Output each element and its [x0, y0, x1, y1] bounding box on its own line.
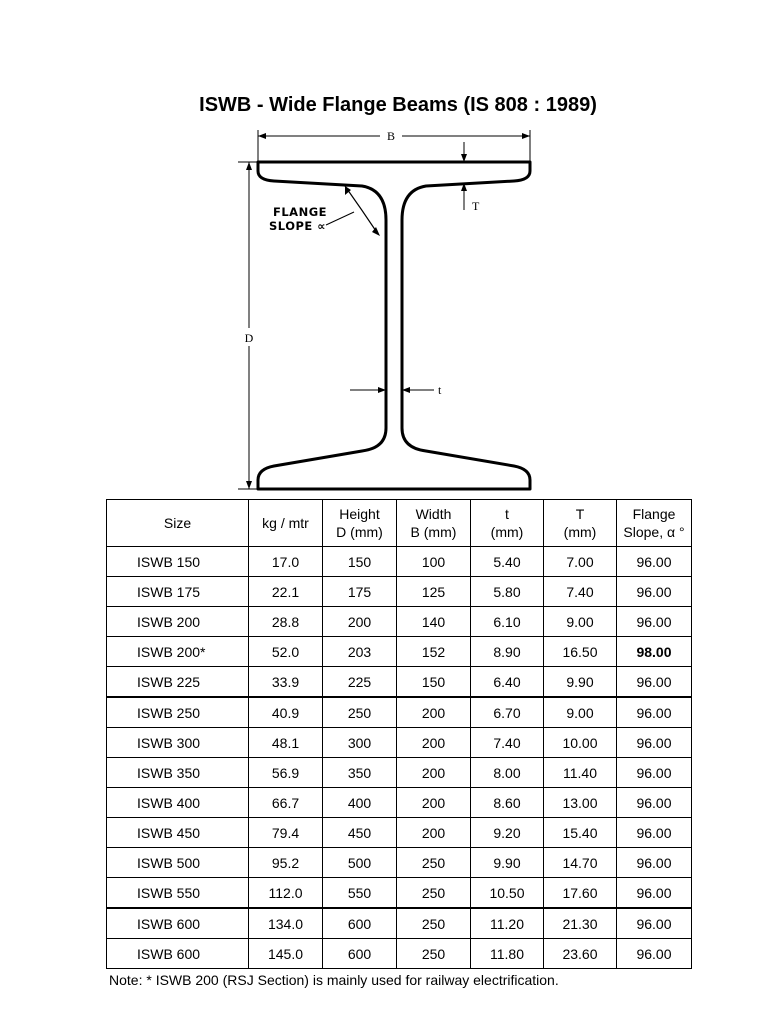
cell-flange-slope: 96.00 — [617, 547, 692, 577]
table-row — [107, 547, 692, 577]
cell-width: 200 — [397, 728, 471, 758]
table-header-row — [107, 500, 692, 547]
d-arrow-bottom — [246, 481, 252, 489]
label-web-thickness: t — [438, 383, 442, 397]
cell-weight: 17.0 — [249, 547, 323, 577]
iswb-properties-table — [106, 499, 692, 969]
cell-flange-slope: 96.00 — [617, 577, 692, 607]
cell-size: ISWB 600 — [107, 908, 249, 939]
cell-width: 152 — [397, 637, 471, 667]
table-row — [107, 848, 692, 878]
header-flange-slope: Flange Slope, α ° — [617, 500, 692, 547]
cell-flange-thickness: 21.30 — [544, 908, 617, 939]
cell-size: ISWB 450 — [107, 818, 249, 848]
cell-width: 200 — [397, 758, 471, 788]
label-flange-slope-line2: SLOPE ∝ — [269, 219, 326, 233]
cell-weight: 52.0 — [249, 637, 323, 667]
label-flange-slope-line1: FLANGE — [273, 205, 328, 219]
cell-size: ISWB 350 — [107, 758, 249, 788]
header-weight: kg / mtr — [249, 500, 323, 547]
b-arrow-right — [522, 133, 530, 139]
cell-web-thickness: 9.20 — [471, 818, 544, 848]
cell-web-thickness: 6.10 — [471, 607, 544, 637]
cell-flange-thickness: 13.00 — [544, 788, 617, 818]
cell-weight: 48.1 — [249, 728, 323, 758]
cell-width: 150 — [397, 667, 471, 698]
cell-flange-slope: 96.00 — [617, 848, 692, 878]
page-title: ISWB - Wide Flange Beams (IS 808 : 1989) — [199, 94, 597, 116]
table-row — [107, 939, 692, 969]
cell-height: 300 — [323, 728, 397, 758]
flange-slope-leader — [326, 212, 354, 225]
cell-width: 200 — [397, 788, 471, 818]
table-row — [107, 878, 692, 909]
cell-flange-thickness: 9.90 — [544, 667, 617, 698]
cell-flange-slope: 96.00 — [617, 667, 692, 698]
table-row — [107, 607, 692, 637]
header-width: Width B (mm) — [397, 500, 471, 547]
cell-size: ISWB 225 — [107, 667, 249, 698]
cell-weight: 33.9 — [249, 667, 323, 698]
cell-flange-slope: 96.00 — [617, 697, 692, 728]
flange-slope-arc — [345, 186, 378, 234]
cell-flange-thickness: 7.00 — [544, 547, 617, 577]
cell-height: 203 — [323, 637, 397, 667]
cell-flange-slope: 96.00 — [617, 939, 692, 969]
cell-size: ISWB 200* — [107, 637, 249, 667]
cell-size: ISWB 300 — [107, 728, 249, 758]
cell-web-thickness: 11.20 — [471, 908, 544, 939]
cell-flange-thickness: 9.00 — [544, 697, 617, 728]
cell-size: ISWB 400 — [107, 788, 249, 818]
table-row — [107, 908, 692, 939]
cell-height: 600 — [323, 939, 397, 969]
cell-weight: 40.9 — [249, 697, 323, 728]
cell-weight: 79.4 — [249, 818, 323, 848]
cell-weight: 95.2 — [249, 848, 323, 878]
cell-flange-thickness: 15.40 — [544, 818, 617, 848]
table-row — [107, 667, 692, 698]
cell-weight: 56.9 — [249, 758, 323, 788]
d-arrow-top — [246, 162, 252, 170]
cell-flange-thickness: 11.40 — [544, 758, 617, 788]
cell-web-thickness: 5.40 — [471, 547, 544, 577]
cell-width: 250 — [397, 908, 471, 939]
cell-height: 225 — [323, 667, 397, 698]
cell-flange-slope: 96.00 — [617, 607, 692, 637]
cell-flange-thickness: 17.60 — [544, 878, 617, 909]
cell-web-thickness: 5.80 — [471, 577, 544, 607]
cell-weight: 134.0 — [249, 908, 323, 939]
i-beam-cross-section-diagram — [230, 128, 560, 498]
table-row — [107, 788, 692, 818]
cell-height: 600 — [323, 908, 397, 939]
cell-flange-slope: 96.00 — [617, 908, 692, 939]
cell-flange-thickness: 10.00 — [544, 728, 617, 758]
cell-flange-slope: 96.00 — [617, 818, 692, 848]
header-size: Size — [107, 500, 249, 547]
cell-flange-slope: 96.00 — [617, 878, 692, 909]
table-row — [107, 728, 692, 758]
flange-slope-arrow-bottom — [372, 227, 380, 236]
cell-weight: 28.8 — [249, 607, 323, 637]
cell-flange-thickness: 23.60 — [544, 939, 617, 969]
cell-height: 250 — [323, 697, 397, 728]
b-arrow-left — [258, 133, 266, 139]
cell-height: 550 — [323, 878, 397, 909]
cell-web-thickness: 9.90 — [471, 848, 544, 878]
table-row — [107, 758, 692, 788]
cell-width: 200 — [397, 697, 471, 728]
cell-flange-thickness: 14.70 — [544, 848, 617, 878]
cell-web-thickness: 8.90 — [471, 637, 544, 667]
footnote: Note: * ISWB 200 (RSJ Section) is mainly used for railway electrification. — [109, 972, 559, 988]
cell-size: ISWB 200 — [107, 607, 249, 637]
cell-size: ISWB 500 — [107, 848, 249, 878]
cell-web-thickness: 8.00 — [471, 758, 544, 788]
cell-height: 175 — [323, 577, 397, 607]
table-row — [107, 818, 692, 848]
cell-flange-slope: 96.00 — [617, 788, 692, 818]
cell-weight: 22.1 — [249, 577, 323, 607]
cell-width: 140 — [397, 607, 471, 637]
cell-width: 125 — [397, 577, 471, 607]
cell-width: 250 — [397, 878, 471, 909]
cell-flange-thickness: 16.50 — [544, 637, 617, 667]
cell-width: 100 — [397, 547, 471, 577]
cell-web-thickness: 6.70 — [471, 697, 544, 728]
table-row — [107, 637, 692, 667]
cell-web-thickness: 7.40 — [471, 728, 544, 758]
label-d: D — [244, 331, 254, 345]
cell-weight: 66.7 — [249, 788, 323, 818]
cell-width: 250 — [397, 939, 471, 969]
cell-flange-thickness: 9.00 — [544, 607, 617, 637]
table-row — [107, 697, 692, 728]
header-height: Height D (mm) — [323, 500, 397, 547]
header-web-thickness: t (mm) — [471, 500, 544, 547]
cell-weight: 112.0 — [249, 878, 323, 909]
header-flange-thickness: T (mm) — [544, 500, 617, 547]
cell-height: 500 — [323, 848, 397, 878]
cell-size: ISWB 150 — [107, 547, 249, 577]
cell-width: 250 — [397, 848, 471, 878]
label-b: B — [386, 129, 396, 143]
cell-size: ISWB 600 — [107, 939, 249, 969]
cell-size: ISWB 175 — [107, 577, 249, 607]
cell-height: 350 — [323, 758, 397, 788]
cell-height: 200 — [323, 607, 397, 637]
label-flange-thickness: T — [472, 199, 480, 213]
cell-height: 450 — [323, 818, 397, 848]
cell-width: 200 — [397, 818, 471, 848]
cell-size: ISWB 250 — [107, 697, 249, 728]
cell-flange-slope: 96.00 — [617, 758, 692, 788]
cell-web-thickness: 8.60 — [471, 788, 544, 818]
cell-flange-slope: 98.00 — [617, 637, 692, 667]
cell-size: ISWB 550 — [107, 878, 249, 909]
table-row — [107, 577, 692, 607]
cell-flange-thickness: 7.40 — [544, 577, 617, 607]
cell-web-thickness: 6.40 — [471, 667, 544, 698]
cell-weight: 145.0 — [249, 939, 323, 969]
cell-web-thickness: 11.80 — [471, 939, 544, 969]
cell-height: 150 — [323, 547, 397, 577]
cell-flange-slope: 96.00 — [617, 728, 692, 758]
cell-height: 400 — [323, 788, 397, 818]
cell-web-thickness: 10.50 — [471, 878, 544, 909]
